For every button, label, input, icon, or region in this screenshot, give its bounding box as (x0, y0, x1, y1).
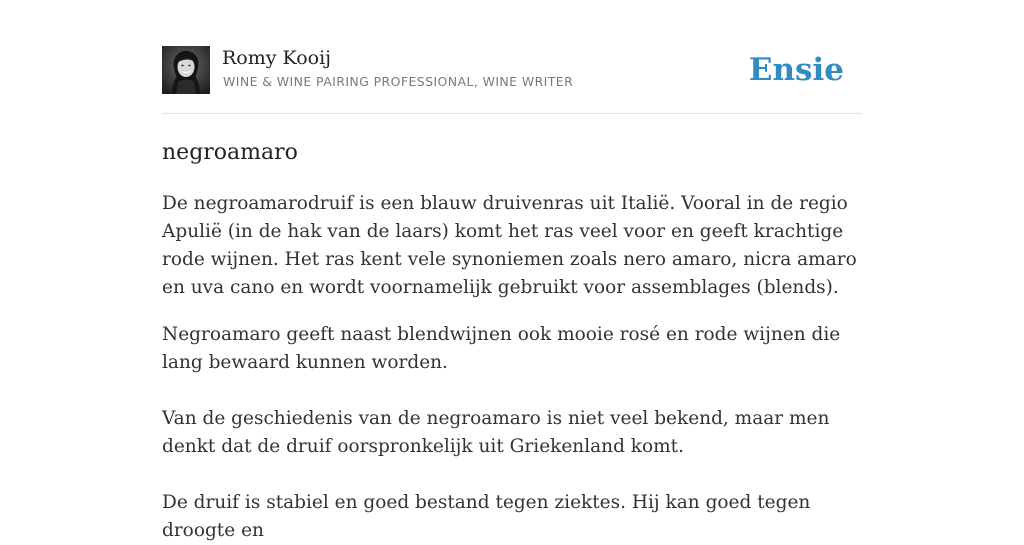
article-paragraph: De negroamarodruif is een blauw druivenras uit Italië. Vooral in de regio Apulië (in de hak van de laars) komt het ras veel voor en geeft krachtige rode wijnen. Het ras kent vele synoniemen zoals nero amaro, nicra amaro en uva cano en wordt voornamelijk gebruikt voor assemblages (blends). (162, 193, 857, 298)
article-title: negroamaro (162, 140, 298, 165)
author-header (162, 46, 862, 96)
ensie-logo[interactable]: Ensie (748, 52, 844, 88)
article-paragraph: De druif is stabiel en goed bestand tegen ziektes. Hij kan goed tegen droogte en (162, 492, 811, 541)
article-paragraph: Van de geschiedenis van de negroamaro is niet veel bekend, maar men denkt dat de druif oorspronkelijk uit Griekenland komt. (162, 408, 830, 457)
article-paragraph: Negroamaro geeft naast blendwijnen ook mooie rosé en rode wijnen die lang bewaard kunnen worden. (162, 324, 841, 373)
author-role: WINE & WINE PAIRING PROFESSIONAL, WINE WRITER (223, 74, 574, 89)
author-name[interactable]: Romy Kooij (222, 47, 332, 69)
header-divider (162, 113, 862, 114)
author-avatar[interactable] (162, 46, 210, 94)
article (162, 138, 862, 545)
avatar-photo-icon (162, 46, 210, 94)
